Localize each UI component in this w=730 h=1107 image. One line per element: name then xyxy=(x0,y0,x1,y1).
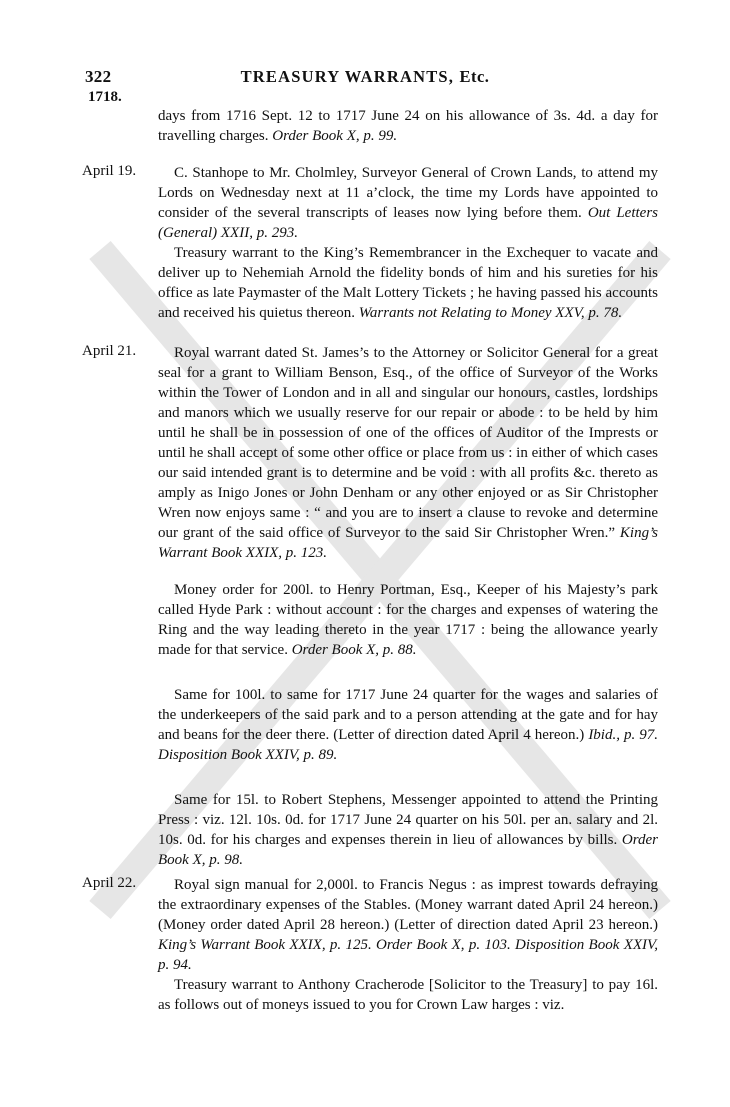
running-title-main: TREASURY WARRANTS, xyxy=(240,67,455,86)
entry-paragraph xyxy=(158,875,658,975)
margin-date: April 21. xyxy=(82,343,137,359)
margin-date: April 19. xyxy=(82,163,137,179)
entry-text: Royal warrant dated St. James’s to the Attorney or Solicitor General for a great seal for a grant to William Benson, Esq., of the office of Surveyor of the Works within the Tower of London and in all and singular our honours, castles, lordships and manors which we usually reserve for our repair or abode : to be held by him until he shall be in possession of one of the offices of Auditor of the Imprests or until he shall accept of some other office or place from us : in either of which cases our said intended grant is to determine and be void : with all profits &c. thereto as amply as Inigo Jones or John Denham or any other enjoyed or as Sir Christopher Wren now enjoys same : “ and you are to insert a clause to revoke and determine our grant of the said office of Surveyor to the said Sir Christopher Wren.” xyxy=(158,345,658,541)
entry-text: Money order for 200l. to Henry Portman, Esq., Keeper of his Majesty’s park called Hyde Park : without account : for the charges and expenses of watering the Ring and the way leading thereto in the year 1717 : being the allowance yearly made for that service. xyxy=(158,582,658,658)
entry-paragraph xyxy=(158,790,658,870)
entry-reference: King’s Warrant Book XXIX, p. 123. xyxy=(158,525,658,561)
entry-paragraph xyxy=(158,163,658,243)
page-number: 322 xyxy=(85,67,112,86)
entry-reference: Order Book X, p. 88. xyxy=(291,642,417,658)
entry-text: Same for 100l. to same for 1717 June 24 quarter for the wages and salaries of the underkeepers of the said park and to a person attending at the gate and for hay and beans for the deer there. (Letter of direction dated April 4 hereon.) xyxy=(158,687,658,743)
margin-year: 1718. xyxy=(88,89,122,105)
entry-text: days from 1716 Sept. 12 to 1717 June 24 on his allowance of 3s. 4d. a day for travelling charges. xyxy=(158,108,658,144)
running-title-suffix: Etc. xyxy=(459,67,490,86)
entry-reference: Order Book X, p. 98. xyxy=(158,832,659,868)
running-title xyxy=(0,67,730,87)
entry-reference: Warrants not Relating to Money XXV, p. 78. xyxy=(358,305,623,321)
entry-paragraph xyxy=(158,975,658,1015)
margin-date: April 22. xyxy=(82,875,137,891)
entry-reference: Order Book X, p. 99. xyxy=(272,128,398,144)
entry-paragraph xyxy=(158,106,658,146)
entry-reference: Out Letters (General) XXII, p. 293. xyxy=(158,205,659,241)
entry-reference: Ibid., p. 97. Disposition Book XXIV, p. 89. xyxy=(158,727,658,763)
entry-text: Treasury warrant to Anthony Cracherode [Solicitor to the Treasury] to pay 16l. as follows out of moneys issued to you for Crown Law harges : viz. xyxy=(158,977,658,1013)
entry-text: Treasury warrant to the King’s Remembrancer in the Exchequer to vacate and deliver up to Nehemiah Arnold the fidelity bonds of him and his sureties for his office as late Paymaster of the Malt Lottery Tickets ; he having passed his accounts and received his quietus thereon. xyxy=(158,245,658,321)
entry-text: Royal sign manual for 2,000l. to Francis Negus : as imprest towards defraying the extraordinary expenses of the Stables. (Money warrant dated April 24 hereon.) (Money order dated April 28 hereon.) (Letter of direction dated April 23 hereon.) xyxy=(158,877,658,933)
entry-text: C. Stanhope to Mr. Cholmley, Surveyor General of Crown Lands, to attend my Lords on Wednesday next at 11 a’clock, the time my Lords have appointed to consider of the several transcripts of leases now lying before them. xyxy=(158,165,658,221)
entry-text: Same for 15l. to Robert Stephens, Messenger appointed to attend the Printing Press : viz. 12l. 10s. 0d. for 1717 June 24 quarter on his 50l. per an. salary and 2l. 10s. 0d. for his charges and expenses therein in lieu of allowances by bills. xyxy=(158,792,658,848)
entry-paragraph xyxy=(158,243,658,323)
entry-reference: King’s Warrant Book XXIX, p. 125. Order Book X, p. 103. Disposition Book XXIV, p. 94. xyxy=(158,937,658,973)
entry-paragraph xyxy=(158,685,658,765)
entry-paragraph xyxy=(158,580,658,660)
entry-paragraph xyxy=(158,343,658,563)
